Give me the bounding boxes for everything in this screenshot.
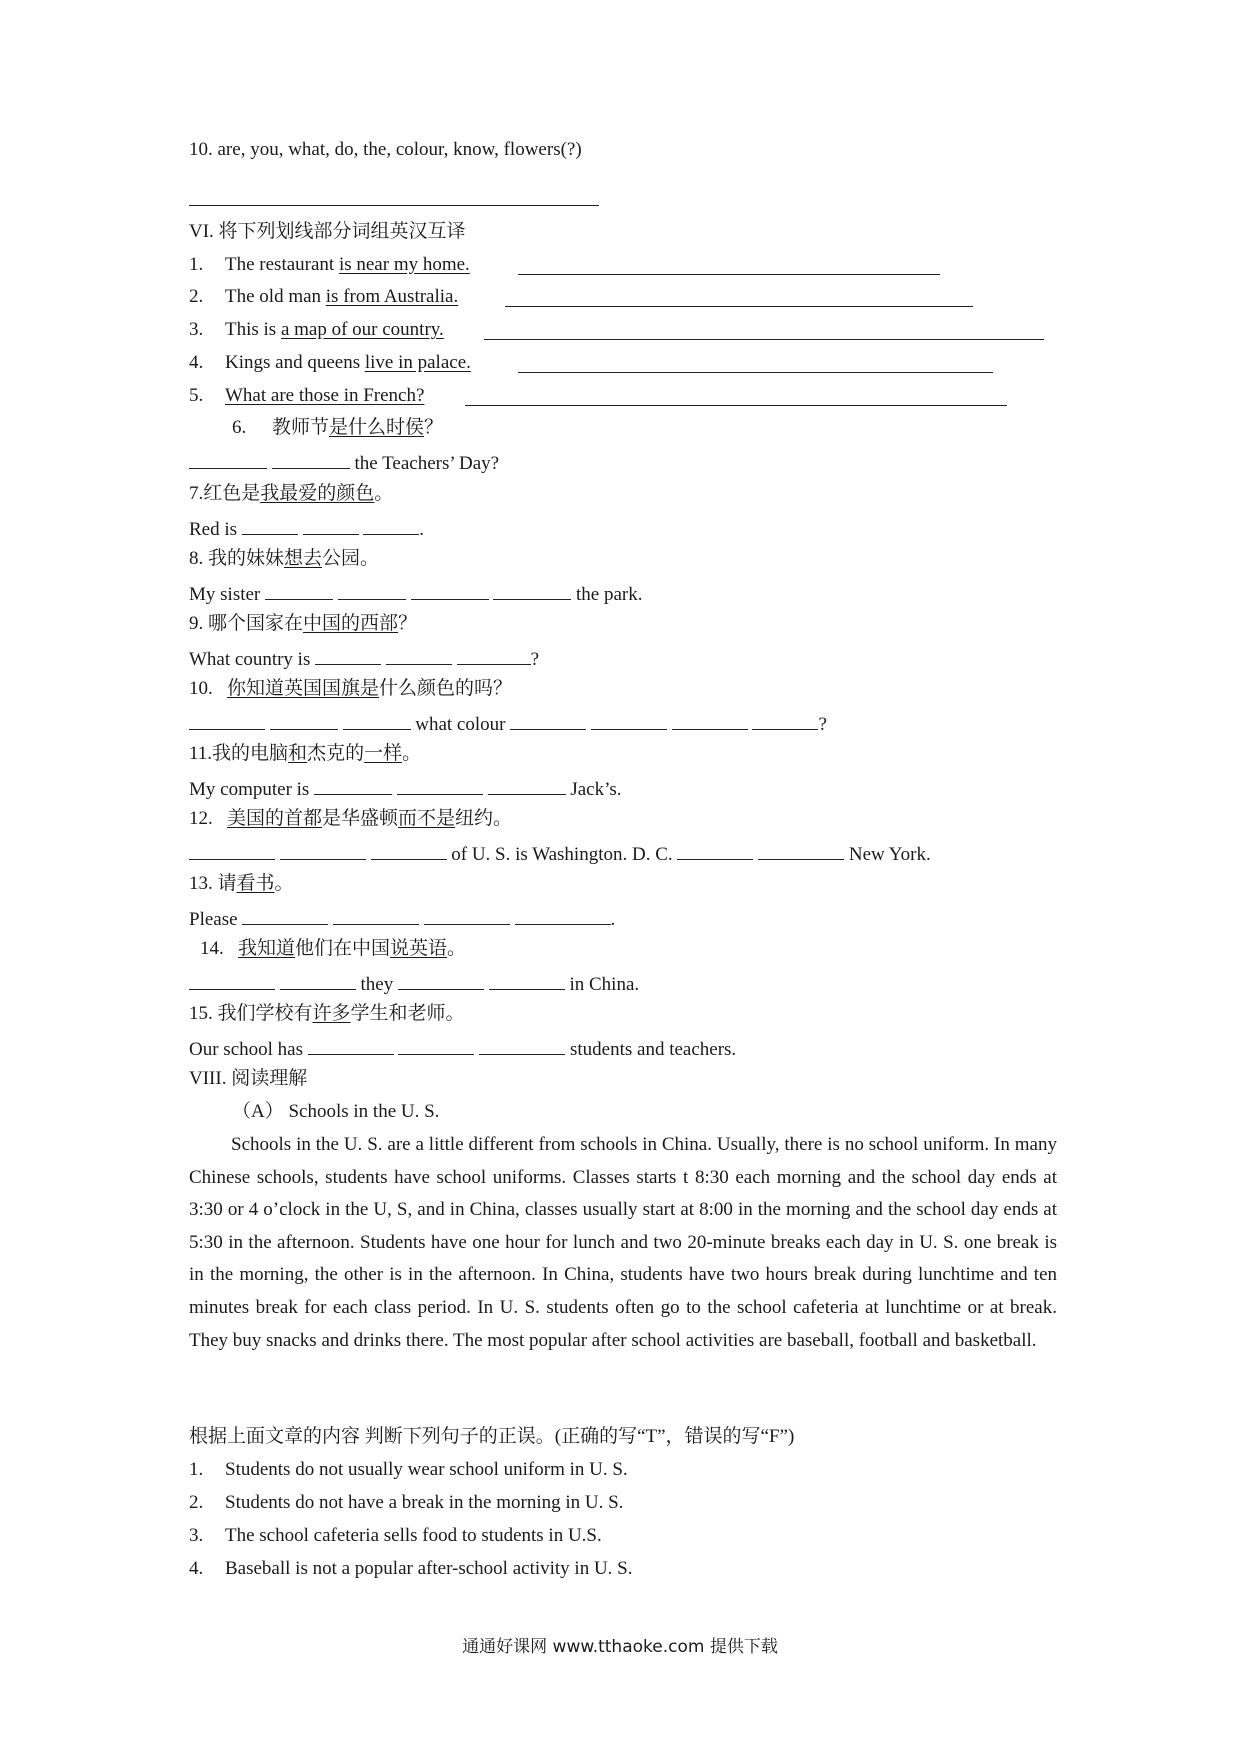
item-text: of U. S. is Washington. D. C.: [451, 844, 673, 865]
item-number: 4.: [189, 352, 204, 373]
underlined-phrase: What are those in French?: [225, 385, 425, 406]
underlined-phrase: 我最爱的颜色: [260, 483, 375, 504]
underlined-phrase: a map of our country.: [280, 319, 444, 340]
underlined-phrase: 一样: [364, 743, 403, 764]
item-number: 5.: [189, 385, 204, 406]
item-number: 3.: [189, 319, 204, 340]
item-number: 3.: [189, 1525, 204, 1546]
underlined-phrase: is near my home.: [338, 254, 470, 275]
answer-blank[interactable]: [493, 581, 571, 600]
item-text: 13. 请: [189, 873, 237, 894]
item-text: 7.红色是: [189, 483, 261, 504]
item-text: 15. 我们学校有: [189, 1003, 313, 1024]
underlined-phrase: 美国的首都: [227, 808, 323, 829]
item-text: 是华盛顿: [322, 808, 399, 829]
answer-blank[interactable]: [189, 711, 265, 730]
item-text: 他们在中国: [295, 938, 391, 959]
translation-item-7-chinese: [189, 482, 393, 506]
underlined-phrase: 中国的西部: [303, 613, 399, 634]
translation-item-12-english: [189, 841, 931, 867]
item-text: Kings and queens: [225, 352, 365, 373]
item-text: in China.: [569, 974, 640, 995]
translation-item-9-english: [189, 646, 539, 672]
underlined-phrase: 你知道英国国旗是: [227, 678, 380, 699]
answer-line[interactable]: [505, 306, 973, 307]
item-text: Please: [189, 909, 238, 930]
item-text: The school cafeteria sells food to students in U.S.: [225, 1525, 602, 1546]
item-number: 14.: [200, 938, 224, 959]
item-text: What country is: [189, 649, 311, 670]
item-text: what colour: [415, 714, 506, 735]
item-text: ?: [818, 714, 827, 735]
item-number: 10.: [189, 678, 213, 699]
item-text: 学生和老师。: [350, 1003, 465, 1024]
answer-blank[interactable]: [280, 971, 356, 990]
answer-blank[interactable]: [308, 1036, 394, 1055]
item-text: 。: [447, 938, 467, 959]
answer-blank[interactable]: [343, 711, 411, 730]
statement-2: [189, 1491, 623, 1515]
answer-blank[interactable]: [189, 450, 267, 469]
answer-blank[interactable]: [371, 841, 447, 860]
item-text: The restaurant: [225, 254, 339, 275]
answer-line[interactable]: [484, 339, 1044, 340]
item-number: 1.: [189, 254, 204, 275]
underlined-phrase: 我知道: [238, 938, 296, 959]
item-text: 什么颜色的吗？: [379, 678, 513, 699]
item-text: ？: [424, 417, 444, 438]
answer-blank[interactable]: [457, 646, 531, 665]
item-number: 6.: [232, 417, 247, 438]
answer-blank[interactable]: [397, 776, 483, 795]
translation-item-13-english: [189, 906, 615, 932]
translation-item-3: [189, 318, 444, 342]
answer-line[interactable]: [465, 405, 1007, 406]
section-8-title: VIII. 阅读理解: [189, 1068, 308, 1089]
answer-blank[interactable]: [280, 841, 366, 860]
statement-1: [189, 1458, 628, 1482]
answer-blank[interactable]: [515, 906, 611, 925]
translation-item-5: [189, 384, 424, 408]
answer-blank[interactable]: [424, 906, 510, 925]
answer-blank[interactable]: [677, 841, 753, 860]
answer-line[interactable]: [518, 274, 940, 275]
item-text: .: [419, 519, 425, 540]
item-text: 公园。: [322, 548, 380, 569]
passage-title: （A） Schools in the U. S.: [232, 1101, 440, 1122]
item-text: 。: [402, 743, 422, 764]
translation-item-6-english: [189, 450, 499, 476]
translation-item-1: [189, 253, 470, 277]
page-footer: 通通好课网 www.tthaoke.com 提供下载: [462, 1637, 778, 1657]
answer-blank[interactable]: [338, 581, 406, 600]
underlined-phrase: is from Australia.: [325, 286, 459, 307]
item-text: they: [360, 974, 394, 995]
item-text: The old man: [225, 286, 326, 307]
item-text: 。: [374, 483, 394, 504]
answer-blank[interactable]: [386, 646, 452, 665]
answer-blank[interactable]: [303, 516, 359, 535]
translation-item-12-chinese: [189, 807, 512, 831]
translation-item-11-english: [189, 776, 622, 802]
item-text: ？: [398, 613, 418, 634]
item-text: 纽约。: [455, 808, 513, 829]
translation-item-8-chinese: [189, 547, 379, 571]
item-text: 。: [274, 873, 294, 894]
answer-blank[interactable]: [363, 516, 419, 535]
question-10-scrambled: 10. are, you, what, do, the, colour, know, flowers(?): [189, 139, 582, 160]
item-text: the park.: [576, 584, 643, 605]
item-text: students and teachers.: [569, 1039, 737, 1060]
item-text: This is: [225, 319, 281, 340]
answer-line[interactable]: [189, 205, 599, 206]
item-text: 杰克的: [307, 743, 365, 764]
translation-item-9-chinese: [189, 612, 417, 636]
item-number: 1.: [189, 1459, 204, 1480]
answer-blank[interactable]: [488, 776, 566, 795]
translation-item-14-chinese: [200, 937, 466, 961]
underlined-phrase: 许多: [312, 1003, 351, 1024]
translation-item-4: [189, 351, 471, 375]
answer-blank[interactable]: [398, 1036, 474, 1055]
translation-item-2: [189, 285, 458, 309]
underlined-phrase: 想去: [284, 548, 323, 569]
answer-line[interactable]: [518, 372, 993, 373]
item-text: 8. 我的妹妹: [189, 548, 285, 569]
translation-item-7-english: [189, 516, 424, 542]
answer-blank[interactable]: [758, 841, 844, 860]
translation-item-6-chinese: [232, 416, 443, 440]
item-text: Students do not have a break in the morning in U. S.: [225, 1492, 624, 1513]
item-text: the Teachers’ Day?: [354, 453, 500, 474]
item-number: 4.: [189, 1558, 204, 1579]
answer-blank[interactable]: [270, 711, 338, 730]
answer-blank[interactable]: [398, 971, 484, 990]
answer-blank[interactable]: [242, 516, 298, 535]
underlined-phrase: 而不是: [398, 808, 456, 829]
item-text: 9. 哪个国家在: [189, 613, 304, 634]
item-text: Jack’s.: [570, 779, 622, 800]
item-text: Our school has: [189, 1039, 303, 1060]
underlined-phrase: 和: [288, 743, 308, 764]
answer-blank[interactable]: [752, 711, 818, 730]
answer-blank[interactable]: [315, 646, 381, 665]
item-text: My computer is: [189, 779, 310, 800]
item-text: New York.: [848, 844, 931, 865]
item-text: Students do not usually wear school uniform in U. S.: [225, 1459, 628, 1480]
section-6-title: VI. 将下列划线部分词组英汉互译: [189, 221, 466, 242]
answer-blank[interactable]: [242, 906, 328, 925]
answer-blank[interactable]: [479, 1036, 565, 1055]
underlined-phrase: 是什么时侯: [329, 417, 425, 438]
translation-item-13-chinese: [189, 872, 294, 896]
underlined-phrase: live in palace.: [364, 352, 471, 373]
answer-blank[interactable]: [272, 450, 350, 469]
answer-blank[interactable]: [489, 971, 565, 990]
true-false-instruction: 根据上面文章的内容 判断下列句子的正误。(正确的写“T”，错误的写“F”): [189, 1426, 795, 1447]
item-text: 教师节: [272, 417, 330, 438]
underlined-phrase: 看书: [236, 873, 275, 894]
translation-item-11-chinese: [189, 742, 421, 766]
answer-blank[interactable]: [510, 711, 586, 730]
answer-blank[interactable]: [189, 841, 275, 860]
item-text: .: [610, 909, 616, 930]
answer-blank[interactable]: [591, 711, 667, 730]
reading-passage: Schools in the U. S. are a little different from schools in China. Usually, there is no school uniform. In many Chinese schools, students have school uniforms. Classes starts t 8:30 each morning and the school day ends at 3:30 or 4 o’clock in the U, S, and in China, classes usually start at 8:00 in the morning and the school day ends at 5:30 in the afternoon. Students have one hour for lunch and two 20-minute breaks each day in U. S. one break is in the morning, the other is in the afternoon. In China, students have two hours break during lunchtime and ten minutes break for each class period. In U. S. students often go to the school cafeteria at lunchtime or at break. They buy snacks and drinks there. The most popular after school activities are baseball, football and basketball.: [189, 1134, 1057, 1351]
item-text: Baseball is not a popular after-school activity in U. S.: [225, 1558, 633, 1579]
item-text: 11.我的电脑: [189, 743, 289, 764]
answer-blank[interactable]: [314, 776, 392, 795]
translation-item-15-chinese: [189, 1002, 465, 1026]
translation-item-8-english: [189, 581, 642, 607]
item-number: 12.: [189, 808, 213, 829]
item-text: My sister: [189, 584, 261, 605]
answer-blank[interactable]: [189, 971, 275, 990]
answer-blank[interactable]: [411, 581, 489, 600]
item-text: Red is: [189, 519, 238, 540]
translation-item-10-chinese: [189, 677, 512, 701]
underlined-phrase: 说英语: [390, 938, 448, 959]
answer-blank[interactable]: [265, 581, 333, 600]
translation-item-15-english: [189, 1036, 736, 1062]
item-number: 2.: [189, 1492, 204, 1513]
statement-3: [189, 1524, 602, 1548]
item-number: 2.: [189, 286, 204, 307]
answer-blank[interactable]: [672, 711, 748, 730]
answer-blank[interactable]: [333, 906, 419, 925]
translation-item-10-english: [189, 711, 827, 737]
item-text: ?: [530, 649, 540, 670]
translation-item-14-english: [189, 971, 639, 997]
statement-4: [189, 1557, 633, 1581]
